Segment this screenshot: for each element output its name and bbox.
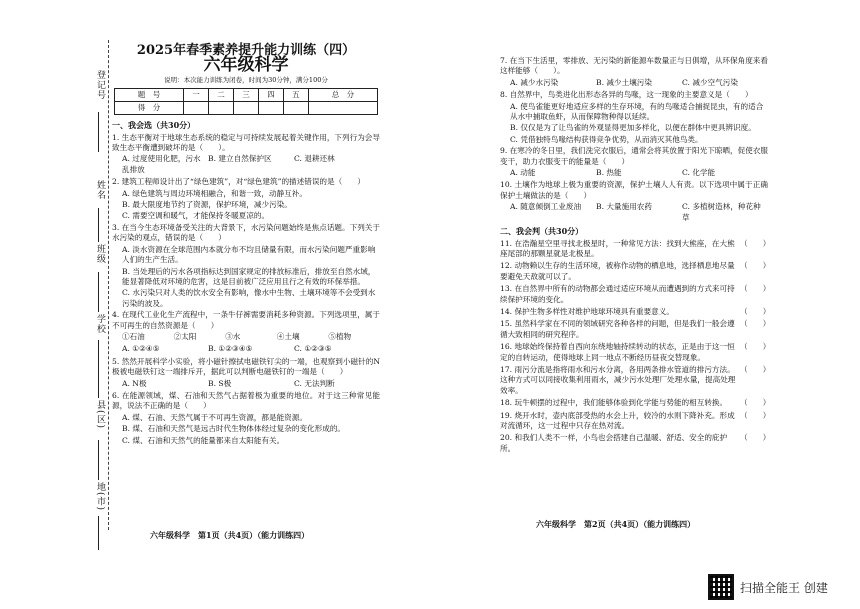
score-cell: 题 号 [115, 89, 184, 102]
option: A. 绿色建筑与周边环境相融合，和谐一致，动静互补。 [122, 188, 307, 198]
school-label: 学校 [95, 314, 105, 334]
qr-code-icon [708, 574, 734, 600]
judgement-list [500, 238, 771, 455]
judgement-question [500, 261, 771, 282]
judgement-question [500, 319, 771, 340]
option: B. 建立自然保护区 [208, 154, 272, 164]
answer-paren[interactable]: （ ） [740, 364, 771, 374]
school-line [98, 340, 99, 398]
question-9-options [500, 168, 768, 178]
question-1: 1. 生态平衡对于地球生态系统的稳定与可持续发展起着关键作用，下列行为会导致生态平衡遭到破坏的是（ ）。 [112, 132, 380, 153]
registration-number-label: 登记号 [95, 70, 105, 100]
watermark-text: 扫描全能王 创建 [740, 580, 828, 595]
section-2-heading: 二、我会判（共30分） [500, 226, 584, 237]
option: B. S极 [208, 378, 232, 388]
score-input-cell[interactable] [233, 102, 258, 115]
answer-paren[interactable]: （ ） [740, 261, 771, 271]
binding-strip [8, 30, 108, 550]
answer-paren[interactable]: （ ） [740, 238, 771, 248]
option: A. N极 [122, 378, 147, 388]
option: A. 动能 [510, 168, 536, 178]
question-9: 9. 在寒冷的冬日里，我们洗完衣服后，通常会将其放置于阳光下晾晒，促使衣服变干，助力衣服变干的能量是（ ） [500, 146, 768, 166]
score-input-cell[interactable] [308, 102, 377, 115]
score-input-cell[interactable] [258, 102, 283, 115]
option: C. 减少空气污染 [682, 77, 738, 87]
option: C. 退耕还林 [294, 154, 335, 164]
score-cell: 三 [233, 89, 258, 102]
score-cell: 一 [184, 89, 209, 102]
question-8: 8. 自然界中，鸟类进化出形态各异的鸟喙，这一现象的主要意义是（ ） [500, 90, 753, 100]
score-cell: 四 [258, 89, 283, 102]
answer-paren[interactable]: （ ） [740, 306, 771, 316]
question-4: 4. 在现代工业化生产流程中，一条牛仔裤需要消耗多种资源。下列选项里，属于不可再生的自然资源是（ ） [112, 310, 380, 330]
option: A. 过度使用化肥，污水乱排放 [122, 154, 201, 174]
question-10-options [500, 202, 768, 223]
binding-dashed-line [108, 40, 109, 530]
judgement-text: 14. 保护生物多样性对维护地球环境具有重要意义。 [500, 306, 674, 316]
judgement-question [500, 342, 771, 363]
option: C. 化学能 [682, 168, 716, 178]
page-2-column [500, 56, 771, 456]
option: A. 减少水污染 [510, 77, 559, 87]
score-cell: 二 [209, 89, 234, 102]
city-label: 地(市) [95, 482, 105, 512]
question-7-options [500, 78, 768, 88]
answer-paren[interactable]: （ ） [740, 319, 771, 329]
judgement-text: 11. 在浩瀚星空里寻找北极星时，一种常见方法：找到大熊座，在大熊座尾部的那颗星就是北极星。 [500, 238, 735, 258]
name-label: 姓名 [95, 180, 105, 200]
option: C. 水污染只对人类的饮水安全有影响，像水中生物、土壤环境等不会受到水污染的波及。 [122, 288, 376, 308]
question-2: 2. 建筑工程师设计出了“绿色建筑”，对“绿色建筑”的描述错误的是（ ） [112, 177, 365, 187]
option: B. ①②③④⑤ [208, 344, 253, 354]
option: C. 需要空调和暖气，才能保持冬暖夏凉的。 [122, 211, 270, 221]
score-input-cell[interactable] [209, 102, 234, 115]
option: B. 热能 [596, 168, 622, 178]
question-6: 6. 在能源领域，煤、石油和天然气占据着极为重要的地位。对于这三种常见能源，说法不正确的是（ ） [112, 390, 380, 411]
score-table-score-row [115, 102, 378, 115]
judgement-question [500, 306, 771, 317]
option: C. 多植树造林，种花种草 [682, 202, 761, 222]
option: C. 凭借独特鸟喙结构获得竞争优势，从而消灭其他鸟类。 [510, 134, 703, 144]
scanner-watermark [708, 574, 828, 600]
class-line [98, 272, 99, 312]
registration-number-line [98, 112, 99, 152]
option: A. 使鸟雀能更好地适应多样的生存环境，有的鸟喙适合捕捉昆虫，有的适合从水中捕取鱼虾，从而保障物种得以延续。 [510, 101, 764, 122]
option: B. 煤、石油和天然气是远古时代生物体体经过复杂的变化形成的。 [122, 424, 346, 434]
option: A. ①②④⑤ [122, 344, 160, 354]
county-label: 县(区) [95, 400, 105, 430]
resource-item: ④土壤 [276, 331, 300, 341]
page-1-column [112, 40, 380, 447]
judgement-text: 12. 动物赖以生存的生活环境，被称作动物的栖息地，选择栖息地尽量要避免天敌就可以了。 [500, 261, 735, 281]
option: B. 当处理后的污水各项指标达到国家规定的排放标准后，排放至自然水域，能显著降低对环境的危害，这是目前被广泛应用且行之有效的环保举措。 [122, 266, 376, 286]
question-5: 5. 然然开展科学小实验，将小磁针擦拭电磁铁钉尖的一端，也观察到小磁针的N极被电磁铁钉这一端排斥开，据此可以判断电磁铁钉的一端是（ ） [112, 356, 380, 377]
option: B. 减少土壤污染 [596, 77, 652, 87]
question-4-options [112, 344, 380, 354]
judgement-text: 15. 虽然科学家在不同的领域研究各种各样的问题，但是我们一般会遵循大致相同的研究程序。 [500, 319, 735, 339]
page-1-footer: 六年级科学 第1页（共4页）（能力训练四） [150, 530, 310, 540]
answer-paren[interactable]: （ ） [740, 410, 771, 420]
option: C. ①②③⑤ [294, 344, 332, 354]
option: B. 最大限度地节约了资源，保护环境，减少污染。 [122, 200, 292, 210]
judgement-text: 20. 和我们人类不一样，小鸟也会搭建自己温暖、舒适、安全的庇护所。 [500, 433, 728, 453]
class-label: 班级 [95, 244, 105, 264]
option: A. 随意倾倒工业废油 [510, 202, 582, 212]
judgement-text: 19. 烧开水时，壶内底部受热的水会上升，较冷的水则下降补充。形成对流循环，这一过程中只存在热对流。 [500, 410, 735, 430]
answer-paren[interactable]: （ ） [740, 342, 771, 352]
judgement-text: 18. 玩牛顿摆的过程中，我们能够体验到化学能与势能的相互转换。 [500, 398, 728, 408]
judgement-text: 17. 雨污分流是指将雨水和污水分离，各用两条排水管道的排污方法。这种方式可以同接收集利用雨水，减少污水处理厂处理水量，提高处理效率。 [500, 364, 736, 395]
option: C. 煤、石油和天然气的能量都来自太阳能有关。 [122, 435, 285, 445]
judgement-question [500, 410, 771, 432]
answer-paren[interactable]: （ ） [740, 398, 771, 408]
county-line [98, 440, 99, 480]
page-2-footer: 六年级科学 第2页（共4页）（能力训练四） [536, 519, 696, 529]
answer-paren[interactable]: （ ） [740, 433, 771, 443]
option: C. 无法判断 [294, 378, 335, 388]
exam-title: 2025年春季素养提升能力训练（四） [136, 43, 356, 58]
question-1-options [112, 154, 380, 175]
question-3: 3. 在当今生态环境备受关注的大背景下，水污染问题始终是焦点话题。下列关于水污染的观点，错误的是（ ） [112, 222, 380, 243]
score-input-cell[interactable] [184, 102, 209, 115]
judgement-question [500, 433, 771, 454]
resource-item: ②太阳 [173, 331, 197, 341]
judgement-text: 16. 地球始终保持着自西向东绕地轴持续转动的状态，正是由于这一恒定的自转运动，使得地球上同一地点不断经历昼夜交替现象。 [500, 342, 735, 362]
judgement-question [500, 284, 771, 305]
score-cell: 总 分 [308, 89, 377, 102]
score-table [114, 88, 378, 115]
option: A. 淡水资源在全球范围内本就分布不均且储量有限，而水污染问题严重影响人们的生产生活。 [122, 244, 376, 265]
resource-item: ③水 [225, 331, 241, 341]
answer-paren[interactable]: （ ） [740, 284, 771, 294]
score-input-cell[interactable] [283, 102, 308, 115]
resource-item: ⑤植物 [328, 331, 352, 341]
name-line [98, 208, 99, 242]
judgement-question [500, 238, 771, 260]
judgement-text: 13. 在自然界中所有的动物都会通过适应环境从而遭遇到的方式来可持续保护环境的变化。 [500, 284, 735, 304]
question-7: 7. 在当下生活里，零排放、无污染的新能源车数量正与日俱增，从环保角度来看这样能够（ ）。 [500, 56, 768, 76]
city-line [98, 516, 99, 550]
question-5-options [112, 379, 380, 389]
judgement-question [500, 398, 771, 408]
judgement-question [500, 364, 771, 396]
option: B. 大量施用农药 [596, 202, 652, 212]
score-cell: 得 分 [115, 102, 184, 115]
question-4-items [112, 332, 380, 342]
exam-subject: 六年级科学 [203, 55, 289, 76]
exam-note: 说明：本次能力训练为闭卷，时间为30分钟，满分100分 [164, 75, 328, 84]
option: B. 仅仅是为了让鸟雀的外观显得更加多样化，以便在群体中更具辨识度。 [510, 123, 756, 133]
question-10: 10. 土壤作为地球上极为重要的资源，保护土壤人人有责。以下选项中属于正确保护土壤做法的是（ ） [500, 180, 768, 200]
score-cell: 五 [283, 89, 308, 102]
section-1-heading: 一、我会选（共30分） [112, 120, 196, 131]
option: A. 煤、石油、天然气属于不可再生资源，都是能资源。 [122, 412, 307, 422]
score-table-header-row [115, 89, 378, 102]
resource-item: ①石油 [122, 331, 145, 341]
